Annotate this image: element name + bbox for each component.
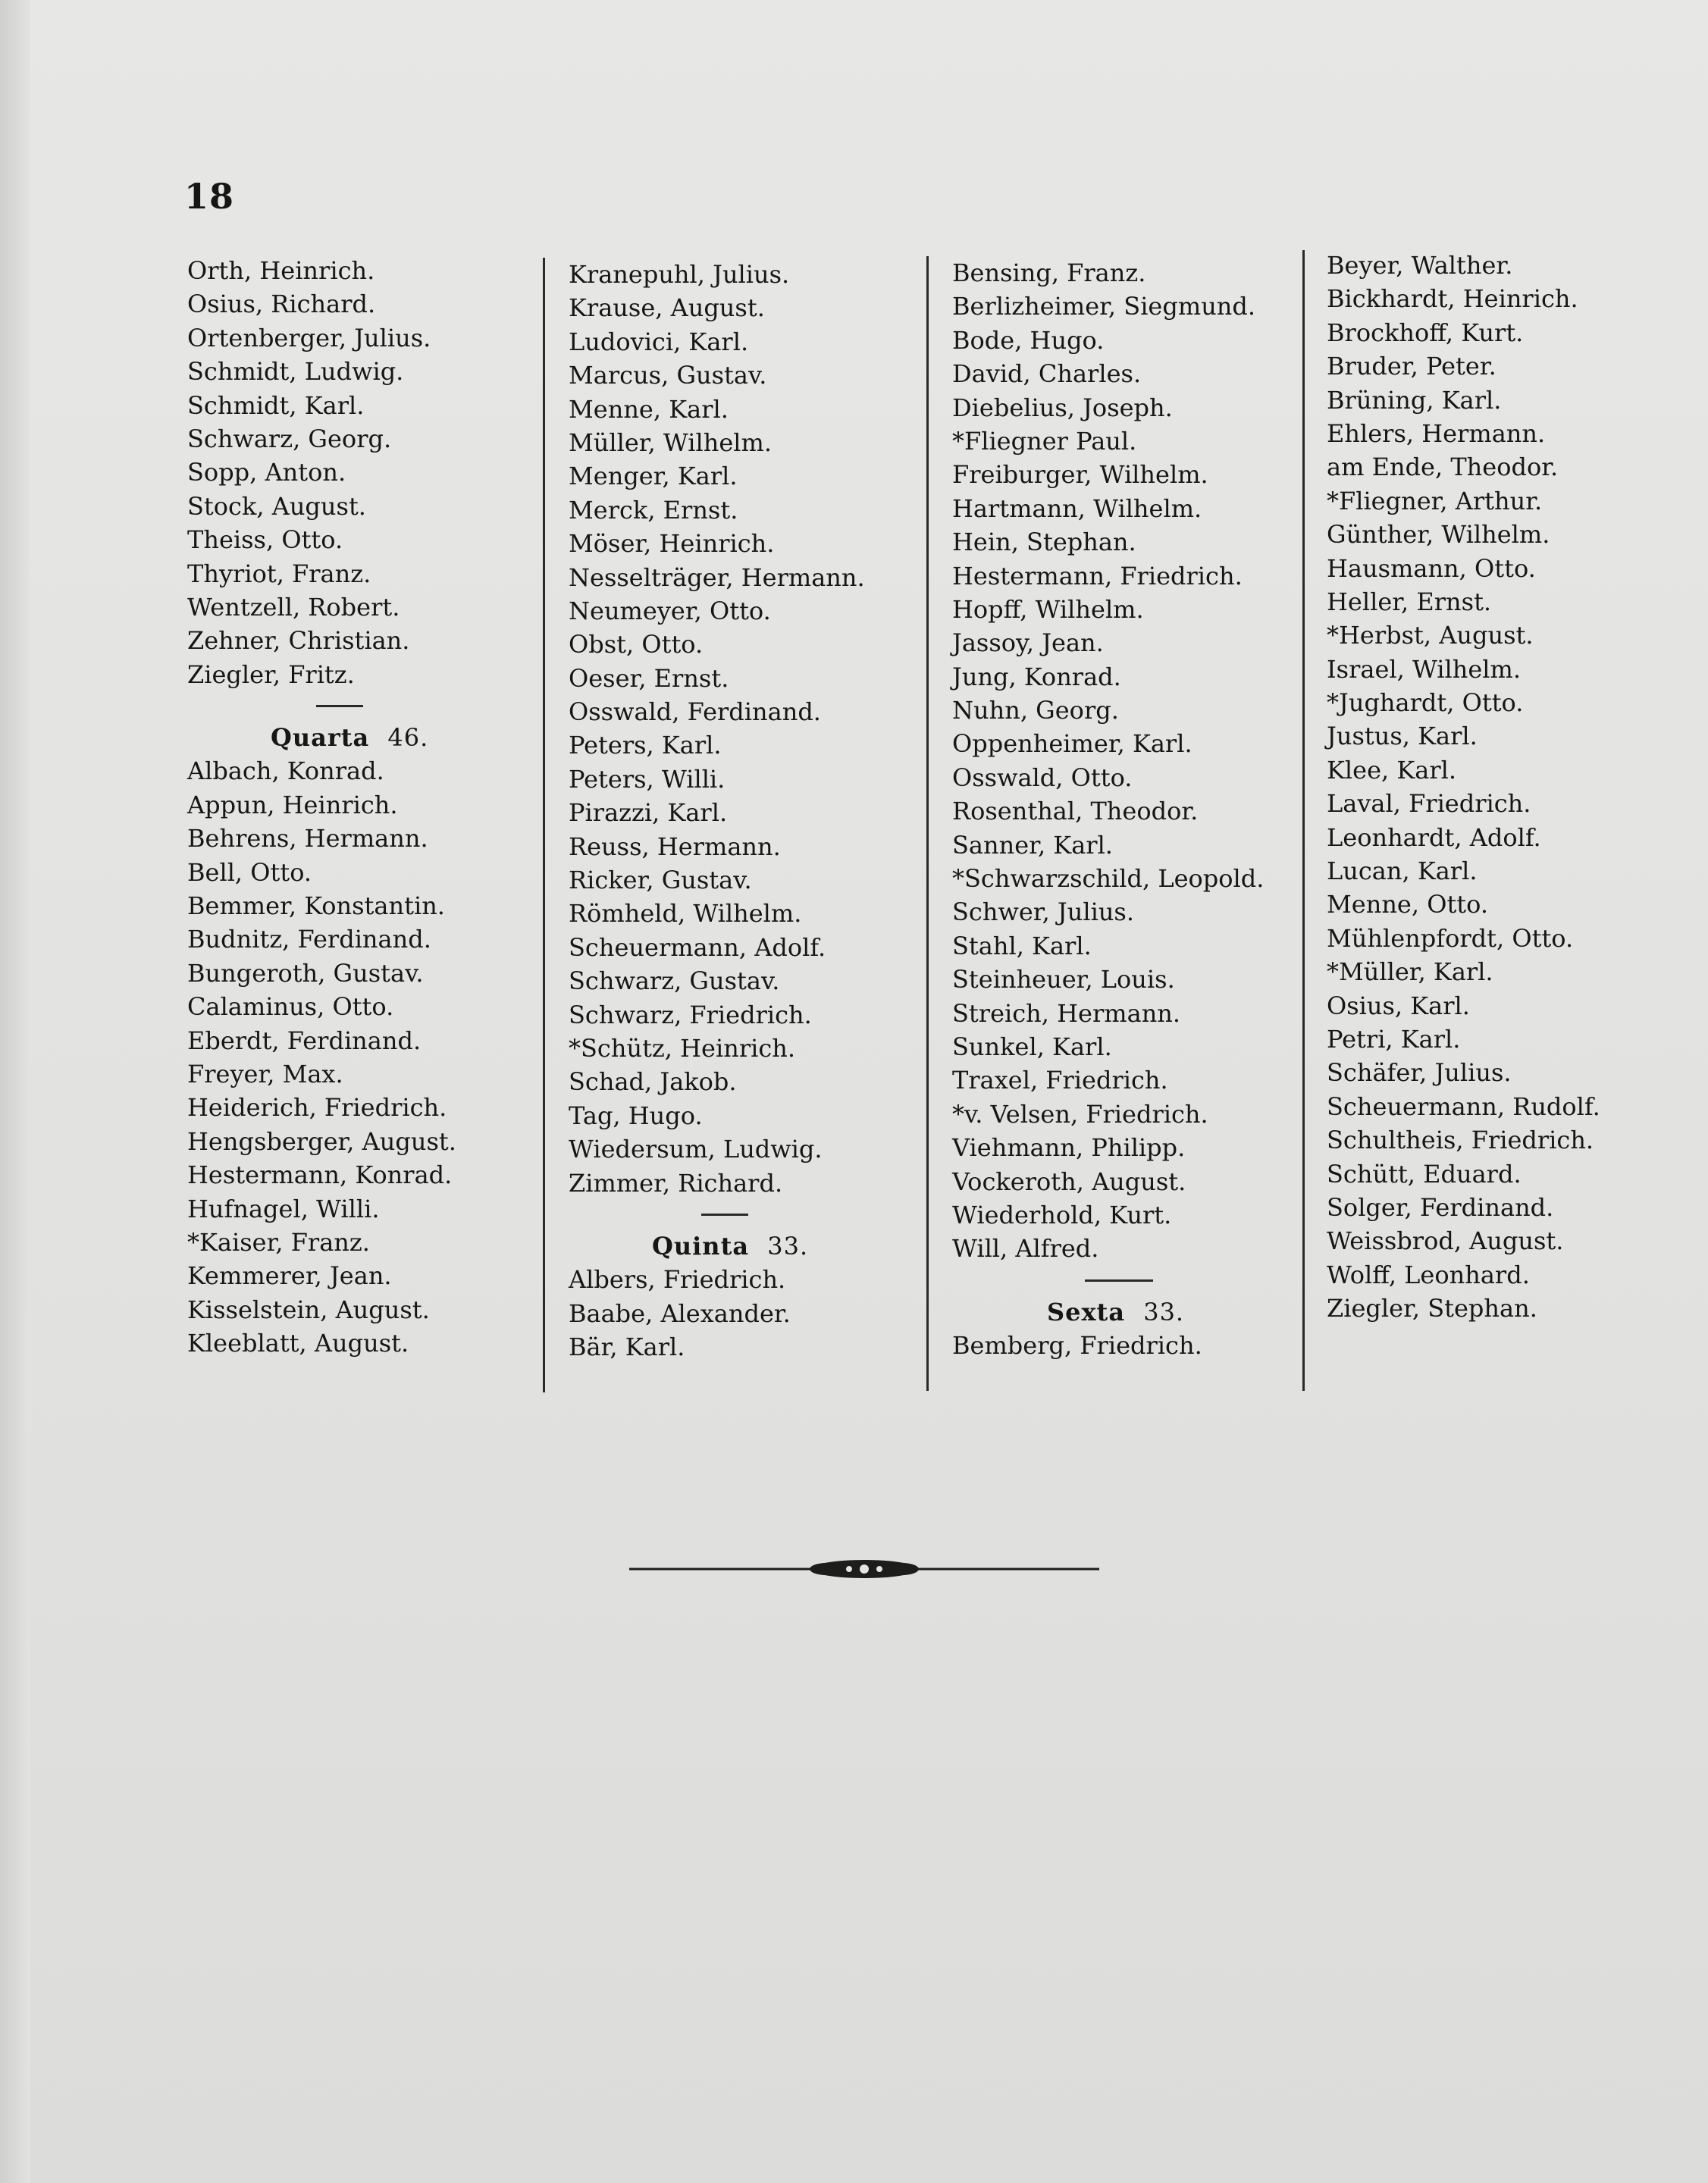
name-entry: Sopp, Anton. [187, 458, 346, 487]
name-entry: Theiss, Otto. [187, 525, 343, 555]
name-entry: Laval, Friedrich. [1327, 789, 1531, 819]
name-entry: *Kaiser, Franz. [187, 1227, 370, 1257]
name-entry: Ziegler, Stephan. [1327, 1294, 1537, 1323]
name-entry: Schultheis, Friedrich. [1327, 1126, 1594, 1155]
name-entry: Schwer, Julius. [952, 897, 1135, 927]
section-count: 46. [387, 723, 429, 753]
name-entry: Ortenberger, Julius. [187, 323, 431, 352]
name-column-4 [1327, 249, 1600, 1326]
name-entry: Nuhn, Georg. [952, 696, 1119, 725]
name-entry: Bell, Otto. [187, 857, 312, 887]
column-divider [1302, 250, 1305, 1391]
name-entry: Zimmer, Richard. [569, 1168, 783, 1198]
name-entry: Marcus, Gustav. [569, 361, 767, 390]
name-entry: Appun, Heinrich. [187, 790, 398, 819]
name-entry: am Ende, Theodor. [1327, 453, 1559, 482]
name-entry: Schwarz, Georg. [187, 424, 392, 453]
name-entry: Will, Alfred. [952, 1234, 1099, 1264]
section-divider [316, 705, 363, 707]
name-entry: Beyer, Walther. [1327, 251, 1513, 280]
name-entry: Jung, Konrad. [952, 662, 1121, 691]
name-entry: Bruder, Peter. [1327, 352, 1496, 381]
name-entry: Brüning, Karl. [1327, 385, 1502, 415]
name-entry: Menger, Karl. [569, 462, 738, 491]
name-entry: Petri, Karl. [1327, 1024, 1461, 1054]
name-entry: Wiederhold, Kurt. [952, 1200, 1172, 1229]
name-entry: Budnitz, Ferdinand. [187, 925, 431, 954]
name-entry: Bemberg, Friedrich. [952, 1331, 1202, 1361]
name-entry: Neumeyer, Otto. [569, 596, 771, 625]
name-entry: *v. Velsen, Friedrich. [952, 1099, 1208, 1129]
name-entry: Viehmann, Philipp. [952, 1133, 1186, 1163]
name-entry: Menne, Otto. [1327, 890, 1489, 919]
name-entry: Bemmer, Konstantin. [187, 891, 445, 921]
name-entry: *Jughardt, Otto. [1327, 688, 1524, 718]
name-entry: *Müller, Karl. [1327, 957, 1493, 987]
name-entry: David, Charles. [952, 359, 1142, 389]
name-entry: Kisselstein, August. [187, 1295, 430, 1324]
section-heading-sexta [952, 1295, 1264, 1329]
name-entry: Osswald, Ferdinand. [569, 697, 821, 727]
name-entry: Bode, Hugo. [952, 325, 1105, 355]
name-column-1 [187, 254, 456, 1361]
name-list [952, 1329, 1264, 1362]
name-entry: Streich, Hermann. [952, 998, 1181, 1028]
section-heading-quinta [569, 1229, 865, 1263]
name-entry: Schwarz, Friedrich. [569, 1000, 812, 1029]
name-column-3 [952, 256, 1264, 1363]
name-entry: Heller, Ernst. [1327, 587, 1492, 616]
name-entry: Bär, Karl. [569, 1333, 685, 1362]
name-entry: Sanner, Karl. [952, 830, 1113, 860]
name-entry: Jassoy, Jean. [952, 628, 1104, 658]
name-entry: Klee, Karl. [1327, 755, 1457, 785]
name-entry: Schmidt, Ludwig. [187, 357, 404, 387]
name-entry: Schäfer, Julius. [1327, 1058, 1512, 1088]
name-entry: Justus, Karl. [1327, 722, 1478, 751]
name-entry: Traxel, Friedrich. [952, 1066, 1168, 1095]
page-edge-shadow [0, 0, 30, 2183]
name-entry: Lucan, Karl. [1327, 857, 1478, 886]
name-entry: Mühlenpfordt, Otto. [1327, 923, 1574, 953]
name-entry: *Fliegner Paul. [952, 426, 1137, 456]
name-entry: Bickhardt, Heinrich. [1327, 284, 1578, 314]
name-entry: Hestermann, Konrad. [187, 1160, 453, 1190]
name-entry: Bensing, Franz. [952, 258, 1146, 287]
name-entry: Weissbrod, August. [1327, 1226, 1564, 1256]
column-divider [543, 258, 545, 1392]
name-entry: Stahl, Karl. [952, 931, 1092, 960]
name-list [569, 258, 865, 1200]
name-entry: Hopff, Wilhelm. [952, 594, 1144, 624]
name-entry: Scheuermann, Adolf. [569, 932, 826, 962]
name-entry: Sunkel, Karl. [952, 1032, 1112, 1061]
name-entry: Wiedersum, Ludwig. [569, 1135, 823, 1164]
name-entry: Ehlers, Hermann. [1327, 418, 1546, 448]
name-entry: *Herbst, August. [1327, 621, 1534, 650]
name-list [569, 1263, 865, 1364]
section-count: 33. [767, 1231, 809, 1261]
name-entry: Osswald, Otto. [952, 763, 1133, 792]
name-entry: Kleeblatt, August. [187, 1329, 409, 1358]
name-entry: Hestermann, Friedrich. [952, 561, 1243, 590]
name-entry: Albach, Konrad. [187, 756, 384, 786]
name-list [952, 256, 1264, 1266]
name-entry: Reuss, Hermann. [569, 832, 781, 861]
name-entry: Merck, Ernst. [569, 495, 738, 525]
section-title: Quinta [652, 1231, 750, 1261]
name-entry: Kemmerer, Jean. [187, 1261, 392, 1291]
name-entry: Ziegler, Fritz. [187, 659, 355, 689]
name-entry: Schwarz, Gustav. [569, 966, 780, 996]
name-entry: Schad, Jakob. [569, 1067, 737, 1097]
name-entry: Ludovici, Karl. [569, 327, 749, 356]
name-entry: Zehner, Christian. [187, 626, 410, 656]
name-entry: Peters, Willi. [569, 764, 726, 794]
name-entry: Osius, Karl. [1327, 991, 1470, 1020]
name-entry: Wolff, Leonhard. [1327, 1260, 1530, 1289]
name-entry: Freyer, Max. [187, 1059, 343, 1088]
ornament-divider [629, 1554, 1099, 1584]
name-entry: *Schwarzschild, Leopold. [952, 864, 1265, 894]
column-divider [926, 256, 929, 1391]
name-entry: Wentzell, Robert. [187, 592, 400, 622]
name-entry: Osius, Richard. [187, 290, 376, 319]
name-entry: Obst, Otto. [569, 630, 704, 659]
name-entry: Menne, Karl. [569, 394, 729, 424]
name-entry: Schütt, Eduard. [1327, 1159, 1522, 1189]
name-entry: *Fliegner, Arthur. [1327, 486, 1543, 515]
name-entry: Albers, Friedrich. [569, 1265, 786, 1295]
name-entry: Nesselträger, Hermann. [569, 562, 865, 592]
name-entry: Thyriot, Franz. [187, 559, 371, 588]
name-entry: Hartmann, Wilhelm. [952, 493, 1202, 523]
name-list [1327, 249, 1600, 1326]
name-entry: Oeser, Ernst. [569, 663, 729, 693]
section-divider [701, 1214, 748, 1216]
name-entry: Pirazzi, Karl. [569, 798, 728, 828]
section-count: 33. [1143, 1297, 1185, 1326]
name-entry: Eberdt, Ferdinand. [187, 1026, 422, 1055]
name-entry: Möser, Heinrich. [569, 529, 775, 559]
name-column-2 [569, 258, 865, 1364]
name-entry: Hengsberger, August. [187, 1126, 456, 1156]
name-entry: Freiburger, Wilhelm. [952, 460, 1208, 490]
name-entry: Hufnagel, Willi. [187, 1194, 380, 1223]
name-entry: Diebelius, Joseph. [952, 393, 1173, 422]
name-entry: Baabe, Alexander. [569, 1298, 791, 1328]
name-entry: Steinheuer, Louis. [952, 965, 1175, 994]
name-entry: Kranepuhl, Julius. [569, 260, 790, 289]
name-entry: Oppenheimer, Karl. [952, 729, 1192, 759]
section-title: Quarta [271, 723, 370, 753]
name-list [187, 754, 456, 1360]
name-entry: Leonhardt, Adolf. [1327, 822, 1541, 852]
section-title: Sexta [1047, 1297, 1126, 1326]
name-entry: Schmidt, Karl. [187, 390, 365, 420]
name-entry: Scheuermann, Rudolf. [1327, 1092, 1600, 1121]
name-list [187, 254, 456, 691]
name-entry: Hein, Stephan. [952, 528, 1136, 557]
name-entry: Tag, Hugo. [569, 1101, 703, 1130]
name-entry: Hausmann, Otto. [1327, 553, 1536, 583]
name-entry: Stock, August. [187, 491, 366, 521]
name-entry: Römheld, Wilhelm. [569, 899, 802, 929]
name-entry: Berlizheimer, Siegmund. [952, 292, 1256, 321]
name-entry: Brockhoff, Kurt. [1327, 318, 1524, 347]
section-heading-quarta [187, 721, 456, 754]
name-entry: Rosenthal, Theodor. [952, 797, 1199, 826]
section-divider [1085, 1279, 1153, 1282]
name-entry: Orth, Heinrich. [187, 256, 375, 285]
page-number: 18 [184, 176, 235, 217]
name-entry: Israel, Wilhelm. [1327, 654, 1522, 684]
name-entry: Bungeroth, Gustav. [187, 958, 424, 988]
name-entry: Müller, Wilhelm. [569, 428, 772, 457]
name-entry: *Schütz, Heinrich. [569, 1033, 796, 1063]
name-entry: Günther, Wilhelm. [1327, 520, 1550, 550]
name-entry: Solger, Ferdinand. [1327, 1192, 1554, 1222]
name-entry: Vockeroth, August. [952, 1167, 1186, 1196]
name-entry: Heiderich, Friedrich. [187, 1093, 447, 1123]
name-entry: Krause, August. [569, 293, 765, 323]
name-entry: Ricker, Gustav. [569, 866, 752, 895]
name-entry: Calaminus, Otto. [187, 992, 394, 1022]
name-entry: Behrens, Hermann. [187, 824, 428, 853]
name-entry: Peters, Karl. [569, 731, 722, 760]
